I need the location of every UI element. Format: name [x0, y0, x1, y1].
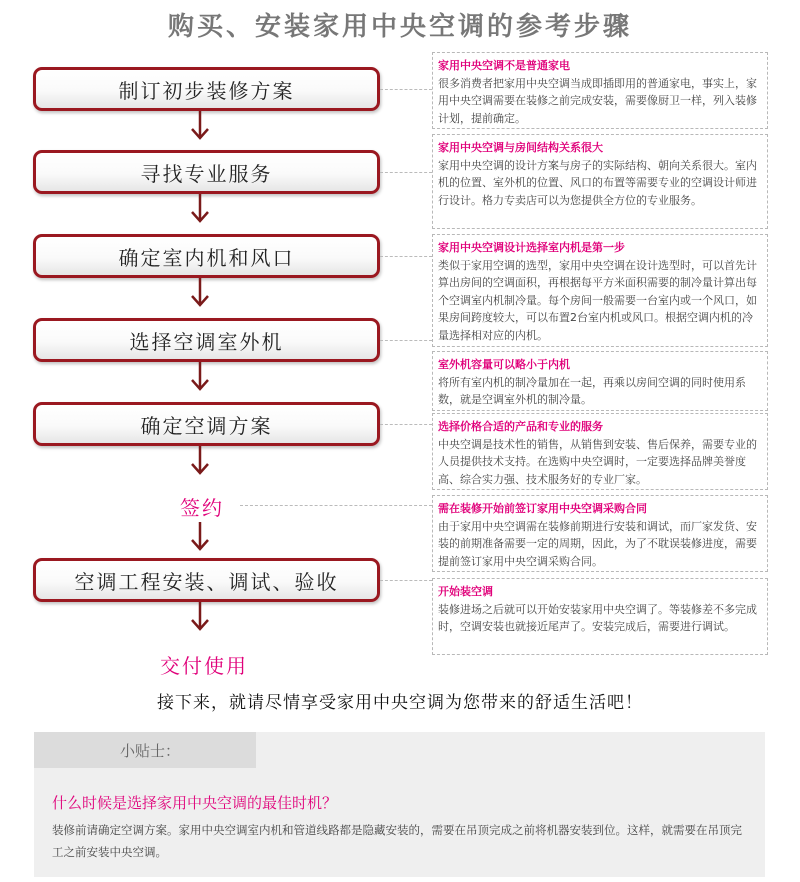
note-title: 室外机容量可以略小于内机	[438, 358, 570, 371]
note-start-install	[432, 578, 768, 655]
label-delivery: 交付使用	[160, 654, 248, 678]
tips-answer: 装修前请确定空调方案。家用中央空调室内机和管道线路都是隐藏安装的，需要在吊顶完成之前将机器安装到位。这样，就需要在吊顶完工之前安装中央空调。	[52, 823, 742, 859]
note-title: 选择价格合适的产品和专业的服务	[438, 420, 603, 433]
note-title: 开始装空调	[438, 585, 493, 598]
step-outdoor-unit: 选择空调室外机	[33, 318, 380, 362]
note-body: 装修进场之后就可以开始安装家用中央空调了。等装修差不多完成时，空调安装也就接近尾声了。安装完成后，需要进行调试。	[438, 602, 757, 633]
page-title: 购买、安装家用中央空调的参考步骤	[167, 12, 632, 42]
note-body: 家用中央空调的设计方案与房子的实际结构、朝向关系很大。室内机的位置、室外机的位置、风口的布置等需要专业的空调设计师进行设计。格力专卖店可以为您提供全方位的专业服务。	[438, 158, 757, 207]
note-outdoor-capacity	[432, 351, 768, 411]
note-indoor-unit-first	[432, 234, 768, 347]
connector-line	[380, 89, 432, 90]
arrow-down-icon	[188, 360, 212, 392]
note-body: 将所有室内机的制冷量加在一起，再乘以房间空调的同时使用系数，就是空调室外机的制冷量。	[438, 375, 746, 406]
note-title: 家用中央空调与房间结构关系很大	[438, 141, 603, 154]
connector-line	[380, 424, 432, 425]
connector-line	[240, 505, 432, 506]
note-sign-contract-early	[432, 495, 768, 572]
step-indoor-unit: 确定室内机和风口	[33, 234, 380, 278]
arrow-down-icon	[188, 444, 212, 476]
arrow-down-icon	[188, 192, 212, 224]
tips-question: 什么时候是选择家用中央空调的最佳时机？	[52, 794, 338, 812]
step-ac-plan: 确定空调方案	[33, 402, 380, 446]
note-body: 类似于家用空调的选型，家用中央空调在设计选型时，可以首先计算出房间的空调面积，再根据每平方米面积需要的制冷量计算出每个空调室内机制冷量。每个房间一般需要一台室内或一个风口，如果房间跨度较大，可以布置2台室内机或风口。根据空调内机的冷量选择相对应的内机。	[438, 258, 757, 342]
arrow-down-icon	[188, 276, 212, 308]
step-find-service: 寻找专业服务	[33, 150, 380, 194]
arrow-down-icon	[188, 109, 212, 141]
note-price-service	[432, 413, 768, 490]
note-title: 家用中央空调设计选择室内机是第一步	[438, 241, 625, 254]
connector-line	[380, 340, 432, 341]
step-install-debug-accept: 空调工程安装、调试、验收	[33, 558, 380, 602]
note-room-structure	[432, 134, 768, 229]
note-not-ordinary-appliance	[432, 52, 768, 129]
connector-line	[380, 580, 432, 581]
note-title: 需在装修开始前签订家用中央空调采购合同	[438, 502, 647, 515]
step-plan-decoration: 制订初步装修方案	[33, 67, 380, 111]
tips-tab: 小贴士：	[34, 732, 256, 768]
connector-line	[380, 172, 432, 173]
closing-text: 接下来，就请尽情享受家用中央空调为您带来的舒适生活吧！	[157, 693, 643, 713]
note-body: 中央空调是技术性的销售，从销售到安装、售后保养，需要专业的人员提供技术支持。在选购中央空调时，一定要选择品牌美誉度高、综合实力强、技术服务好的专业厂家。	[438, 437, 757, 486]
arrow-down-icon	[188, 600, 212, 632]
arrow-down-icon	[188, 520, 212, 552]
note-body: 很多消费者把家用中央空调当成即插即用的普通家电，事实上，家用中央空调需要在装修之前完成安装，需要像厨卫一样，列入装修计划，提前确定。	[438, 76, 757, 125]
label-sign-contract: 签约	[180, 496, 224, 520]
note-title: 家用中央空调不是普通家电	[438, 59, 570, 72]
connector-line	[380, 256, 432, 257]
note-body: 由于家用中央空调需在装修前期进行安装和调试，而厂家发货、安装的前期准备需要一定的周期，因此，为了不耽误装修进度，需要提前签订家用中央空调采购合同。	[438, 519, 757, 568]
